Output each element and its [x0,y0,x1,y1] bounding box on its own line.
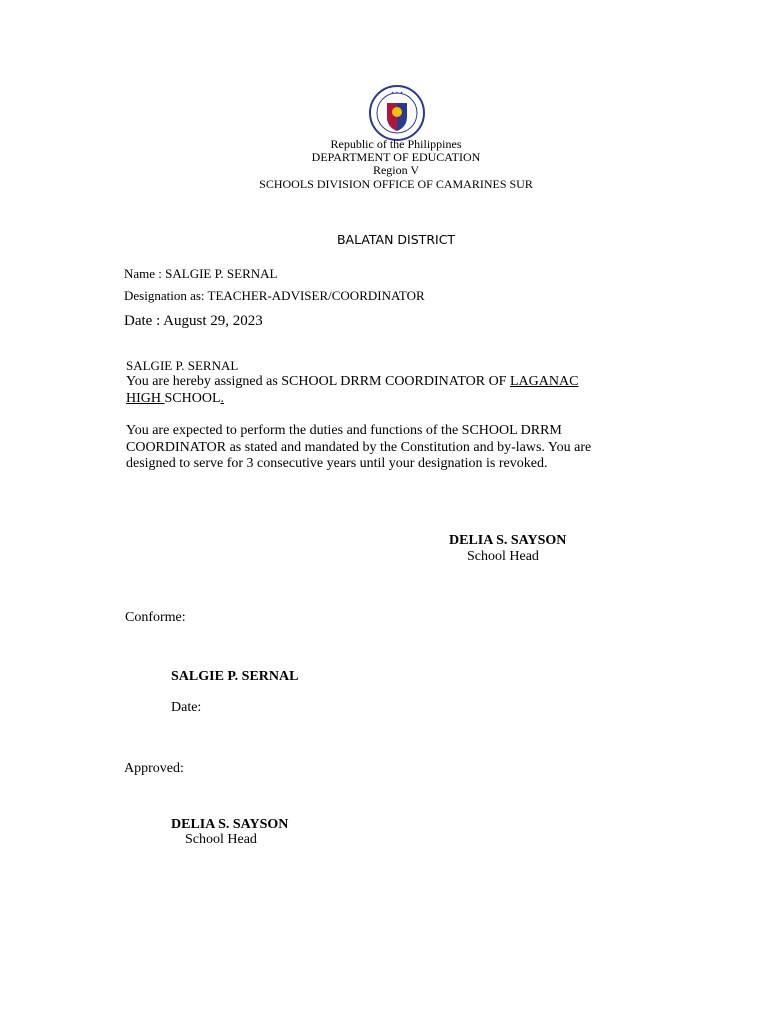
approver-title: School Head [185,832,257,847]
svg-text:✦ ✦ ✦: ✦ ✦ ✦ [390,90,404,95]
approver-name: DELIA S. SAYSON [171,817,289,832]
date-field: Date : August 29, 2023 [124,313,263,329]
header-republic: Republic of the Philippines [330,137,462,151]
name-field: Name : SALGIE P. SERNAL [124,266,278,281]
school-name-part2: HIGH [126,390,165,406]
duties-paragraph: You are expected to perform the duties and functions of the SCHOOL DRRM COORDINATOR as stated and mandated by the Constitution and by-laws. You are designed to serve for 3 consecutive years until your designation is revoked. [126,423,592,471]
header-department: DEPARTMENT OF EDUCATION [311,150,481,164]
conforme-date-label: Date: [171,700,202,715]
header-division-office: SCHOOLS DIVISION OFFICE OF CAMARINES SUR [259,177,533,191]
school-name-part3: SCHOOL [164,390,221,406]
signatory-name: DELIA S. SAYSON [449,533,567,548]
designation-field: Designation as: TEACHER-ADVISER/COORDINATOR [124,288,425,303]
assignment-prefix: You are hereby assigned as SCHOOL DRRM COORDINATOR OF [126,374,510,389]
conforme-name: SALGIE P. SERNAL [171,669,299,684]
addressee-name: SALGIE P. SERNAL [126,358,239,373]
deped-seal-logo [369,85,425,141]
approved-label: Approved: [124,761,184,776]
school-name-part1: LAGANAC [509,374,579,389]
assignment-statement [126,374,606,407]
signatory-title: School Head [467,549,539,564]
conforme-label: Conforme: [125,610,186,625]
assignment-period: . [220,390,225,406]
district-title: BALATAN DISTRICT [336,232,456,247]
header-region: Region V [372,163,420,177]
